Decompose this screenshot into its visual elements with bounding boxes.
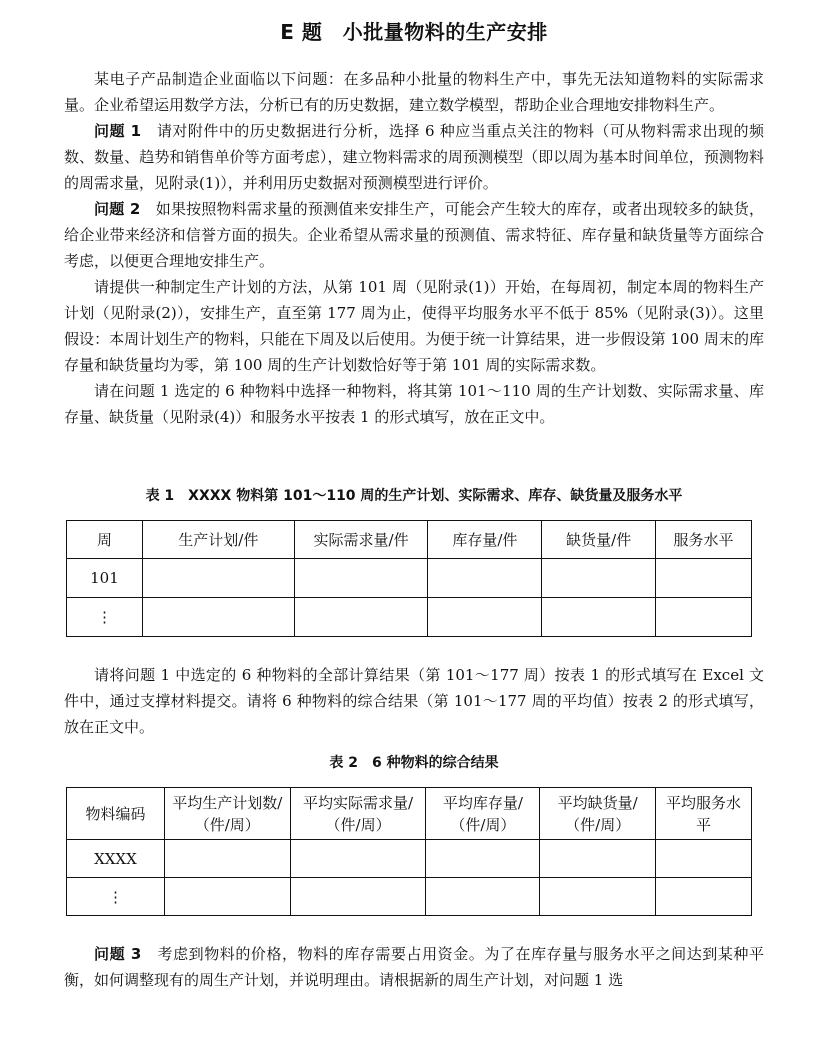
question-1-text: 请对附件中的历史数据进行分析，选择 6 种应当重点关注的物料（可从物料需求出现的频数、数量、趋势和销售单价等方面考虑），建立物料需求的周预测模型（即以周为基本时间单位，预测物料的周需求量，见附录(1)），并利用历史数据对预测模型进行评价。 [64, 122, 764, 192]
table2-instruction-section [64, 662, 764, 740]
table1-header-row [67, 521, 752, 559]
table2-header-avg-inventory: 平均库存量/（件/周） [426, 788, 540, 840]
table2-header-avg-demand: 平均实际需求量/（件/周） [290, 788, 426, 840]
table-row [67, 840, 752, 878]
table1-header-shortage: 缺货量/件 [542, 521, 656, 559]
table2-header-avg-plan: 平均生产计划数/（件/周） [164, 788, 290, 840]
intro-section [64, 66, 764, 430]
table-row [67, 559, 752, 598]
question-1-label: 问题 1 [94, 122, 142, 140]
question-2-label: 问题 2 [94, 200, 141, 218]
question-3-paragraph [64, 941, 764, 993]
table1-caption: 表 1 XXXX 物料第 101～110 周的生产计划、实际需求、库存、缺货量及服务水平 [145, 488, 683, 504]
table2-instruction-paragraph: 请将问题 1 中选定的 6 种物料的全部计算结果（第 101～177 周）按表 1 的形式填写在 Excel 文件中，通过支撑材料提交。请将 6 种物料的综合结果（第 101～177 周的平均值）按表 2 的形式填写，放在正文中。 [64, 666, 764, 736]
table-1 [66, 520, 752, 637]
table2-header-avg-service: 平均服务水平 [656, 788, 752, 840]
question-2-text: 如果按照物料需求量的预测值来安排生产，可能会产生较大的库存，或者出现较多的缺货，给企业带来经济和信誉方面的损失。企业希望从需求量的预测值、需求特征、库存量和缺货量等方面综合考虑，以便更合理地安排生产。 [64, 200, 764, 270]
table2-header-code: 物料编码 [67, 788, 165, 840]
table1-cell-ellipsis: ⋮ [67, 598, 143, 637]
table1-cell-week: 101 [67, 559, 143, 598]
table1-header-plan: 生产计划/件 [142, 521, 294, 559]
table2-cell-ellipsis: ⋮ [67, 878, 165, 916]
table1-header-inventory: 库存量/件 [428, 521, 542, 559]
table1-header-week: 周 [67, 521, 143, 559]
table-2 [66, 787, 752, 916]
table2-cell-code: XXXX [67, 840, 165, 878]
table-row [67, 878, 752, 916]
question-3-section [64, 941, 764, 993]
table-row [67, 598, 752, 637]
question-3-text: 考虑到物料的价格，物料的库存需要占用资金。为了在库存量与服务水平之间达到某种平衡，如何调整现有的周生产计划，并说明理由。请根据新的周生产计划，对问题 1 选 [64, 945, 764, 989]
method-paragraph: 请提供一种制定生产计划的方法，从第 101 周（见附录(1)）开始，在每周初，制定本周的物料生产计划（见附录(2)），安排生产，直至第 177 周为止，使得平均服务水平不低于 85%（见附录(3)）。这里假设：本周计划生产的物料，只能在下周及以后使用。为便于统一计算结果，进一步假设第 100 周末的库存量和缺货量均为零，第 100 周的生产计划数恰好等于第 101 周的实际需求数。 [64, 278, 764, 374]
table2-header-avg-shortage: 平均缺货量/（件/周） [540, 788, 656, 840]
page-title: E 题 小批量物料的生产安排 [280, 20, 548, 44]
table1-header-demand: 实际需求量/件 [294, 521, 428, 559]
table1-instruction-paragraph: 请在问题 1 选定的 6 种物料中选择一种物料，将其第 101～110 周的生产计划数、实际需求量、库存量、缺货量（见附录(4)）和服务水平按表 1 的形式填写，放在正文中。 [64, 382, 764, 426]
question-2-paragraph [64, 196, 764, 274]
question-3-label: 问题 3 [94, 945, 142, 963]
question-1-paragraph [64, 118, 764, 196]
table2-header-row [67, 788, 752, 840]
table2-caption: 表 2 6 种物料的综合结果 [329, 755, 499, 771]
intro-paragraph: 某电子产品制造企业面临以下问题：在多品种小批量的物料生产中，事先无法知道物料的实际需求量。企业希望运用数学方法，分析已有的历史数据，建立数学模型，帮助企业合理地安排物料生产。 [64, 70, 764, 114]
table1-header-service: 服务水平 [656, 521, 752, 559]
